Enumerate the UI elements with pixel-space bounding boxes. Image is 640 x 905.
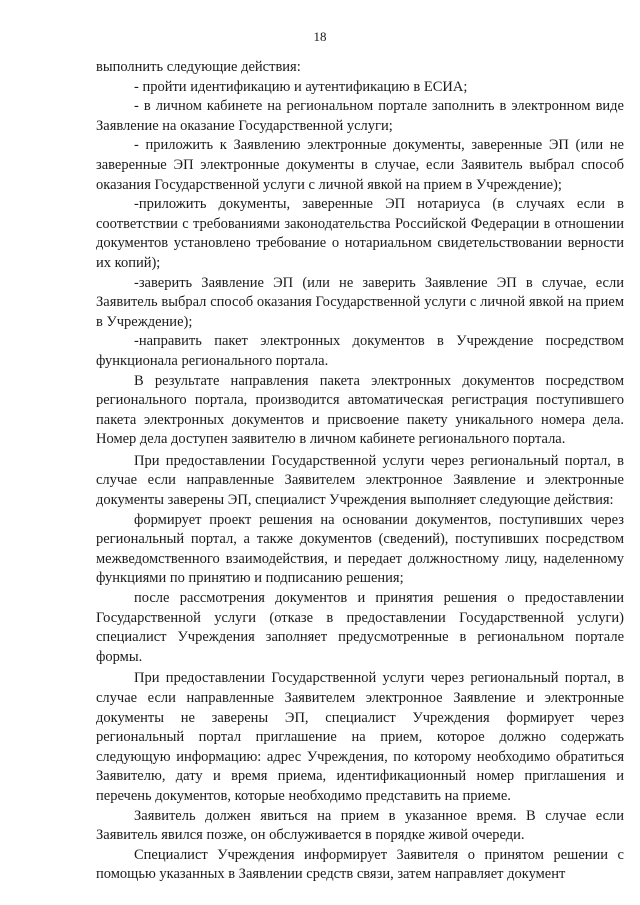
list-item-send-package: -направить пакет электронных документов в Учреждение посредством функционала регионального портала. bbox=[96, 333, 624, 369]
list-item-fill-application: - в личном кабинете на региональном портале заполнить в электронном виде Заявление на оказание Государственной услуги; bbox=[96, 98, 624, 134]
paragraph-intro: выполнить следующие действия: bbox=[96, 59, 301, 75]
paragraph-fill-forms: после рассмотрения документов и принятия решения о предоставлении Государственной услуги (отказе в предоставлении Государственной услуги) специалист Учреждения заполняет предусмотренные в региональном портале формы. bbox=[96, 590, 624, 665]
document-body bbox=[96, 58, 624, 885]
list-item-notary-documents: -приложить документы, заверенные ЭП нотариуса (в случаях если в соответствии с требованиями законодательства Российской Федерации в отношении документов установлено требование о нотариальном свидетельствовании верности их копий); bbox=[96, 196, 624, 271]
paragraph-notify-applicant: Специалист Учреждения информирует Заявителя о принятом решении с помощью указанных в Заявлении средств связи, затем направляет документ bbox=[96, 846, 624, 883]
paragraph-unsigned-documents: При предоставлении Государственной услуги через региональный портал, в случае если направленные Заявителем электронное Заявление и электронные документы не заверены ЭП, специалист Учреждения формирует через региональный портал приглашение на прием, которое должно содержать следующую информацию: адрес Учреждения, по которому необходимо обратиться Заявителю, дату и время приема, идентификационный номер приглашения и перечень документов, которые необходимо представить на приеме. bbox=[96, 670, 624, 804]
list-item-sign-application: -заверить Заявление ЭП (или не заверить Заявление ЭП в случае, если Заявитель выбрал способ оказания Государственной услуги с личной явкой на прием в Учреждение); bbox=[96, 274, 624, 330]
paragraph-signed-documents: При предоставлении Государственной услуги через региональный портал, в случае если направленные Заявителем электронное Заявление и электронные документы заверены ЭП, специалист Учреждения выполняет следующие действия: bbox=[96, 452, 624, 509]
paragraph-registration: В результате направления пакета электронных документов посредством регионального портала, производится автоматическая регистрация поступившего пакета электронных документов и присвоение пакету уникального номера дела. Номер дела доступен заявителю в личном кабинете регионального портала. bbox=[96, 372, 624, 448]
list-item-esia: - пройти идентификацию и аутентификацию в ЕСИА; bbox=[134, 78, 468, 95]
page-number: 18 bbox=[313, 29, 327, 44]
paragraph-draft-decision: формирует проект решения на основании документов, поступивших через региональный портал, а также документов (сведений), поступивших посредством межведомственного взаимодействия, и передает должностному лицу, наделенному функциями по принятию и подписанию решения; bbox=[96, 511, 624, 587]
list-item-attach-documents: - приложить к Заявлению электронные документы, заверенные ЭП (или не заверенные ЭП электронные документы в случае, если Заявитель выбрал способ оказания Государственной услуги с личной явкой на прием в Учреждение); bbox=[96, 137, 624, 193]
paragraph-appointment-time: Заявитель должен явиться на прием в указанное время. В случае если Заявитель явился позже, он обслуживается в порядке живой очереди. bbox=[96, 807, 624, 844]
